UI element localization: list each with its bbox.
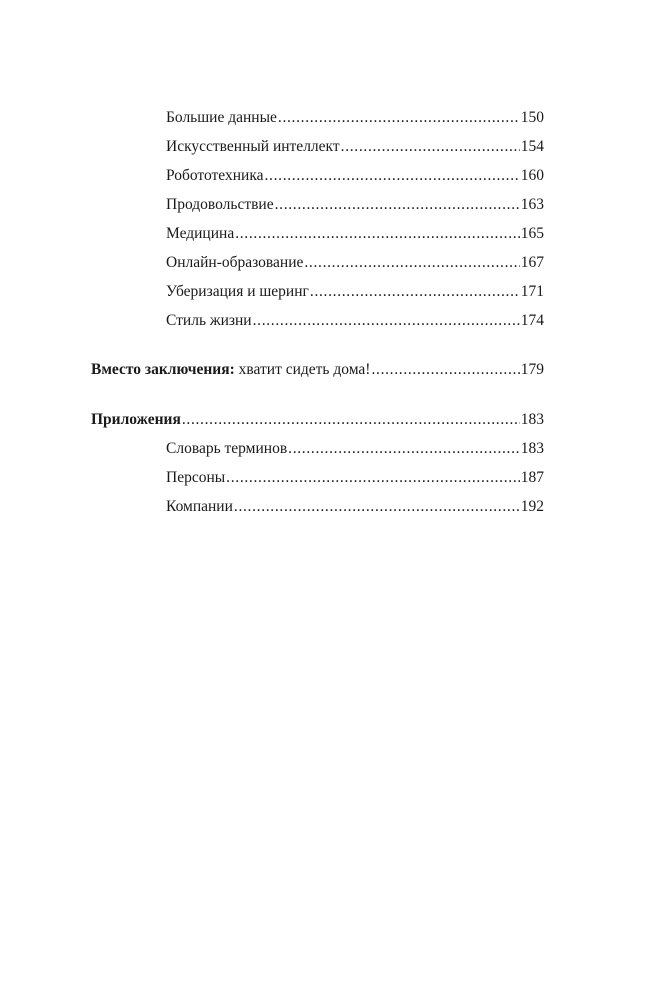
- entry-title: Словарь терминов: [166, 440, 288, 457]
- entry-page: 154: [520, 138, 544, 155]
- toc-entry[interactable]: [166, 497, 544, 517]
- entry-page: 174: [520, 312, 544, 329]
- entry-page: 165: [520, 225, 544, 242]
- toc-entry[interactable]: [166, 224, 544, 244]
- toc-entry[interactable]: [166, 166, 544, 186]
- entry-title: Робототехника: [166, 167, 264, 184]
- entry-page: 150: [520, 109, 544, 126]
- entry-page: 171: [520, 283, 544, 300]
- entry-page: 179: [520, 361, 544, 378]
- dot-leader: [265, 166, 520, 186]
- entry-title: Компании: [166, 498, 233, 515]
- entry-title: [91, 360, 370, 380]
- entry-title: Стиль жизни: [166, 312, 252, 329]
- dot-leader: [226, 468, 520, 488]
- toc-entry[interactable]: [166, 282, 544, 302]
- toc-entry-appendix[interactable]: [91, 410, 544, 430]
- entry-title: Приложения: [91, 411, 181, 428]
- dot-leader: [310, 282, 520, 302]
- entry-title: Продовольствие: [166, 196, 274, 213]
- entry-page: 183: [520, 440, 544, 457]
- dot-leader: [235, 224, 520, 244]
- dot-leader: [341, 137, 520, 157]
- toc-entry[interactable]: [166, 195, 544, 215]
- entry-title: Большие данные: [166, 109, 277, 126]
- entry-title-bold: Вместо заключения:: [91, 361, 235, 378]
- dot-leader: [275, 195, 520, 215]
- dot-leader: [371, 360, 519, 380]
- toc-entry[interactable]: [166, 439, 544, 459]
- entry-title: Медицина: [166, 225, 235, 242]
- entry-title: Персоны: [166, 469, 226, 486]
- entry-page: 167: [520, 254, 544, 271]
- entry-page: 192: [520, 498, 544, 515]
- entry-title: Искусственный интеллект: [166, 138, 340, 155]
- toc-entry[interactable]: [166, 468, 544, 488]
- entry-page: 163: [520, 196, 544, 213]
- toc-entry[interactable]: [166, 253, 544, 273]
- toc-entry-conclusion[interactable]: [91, 360, 544, 380]
- entry-page: 187: [520, 469, 544, 486]
- entry-page: 183: [520, 411, 544, 428]
- dot-leader: [278, 108, 520, 128]
- dot-leader: [182, 410, 520, 430]
- entry-title: Уберизация и шеринг: [166, 283, 309, 300]
- dot-leader: [234, 497, 520, 517]
- entry-title-rest: хватит сидеть дома!: [234, 361, 371, 378]
- toc-entry[interactable]: [166, 137, 544, 157]
- entry-title: Онлайн-образование: [166, 254, 304, 271]
- dot-leader: [253, 311, 520, 331]
- entry-page: 160: [520, 167, 544, 184]
- dot-leader: [304, 253, 519, 273]
- toc-entry[interactable]: [166, 311, 544, 331]
- toc-entry[interactable]: [166, 108, 544, 128]
- dot-leader: [288, 439, 520, 459]
